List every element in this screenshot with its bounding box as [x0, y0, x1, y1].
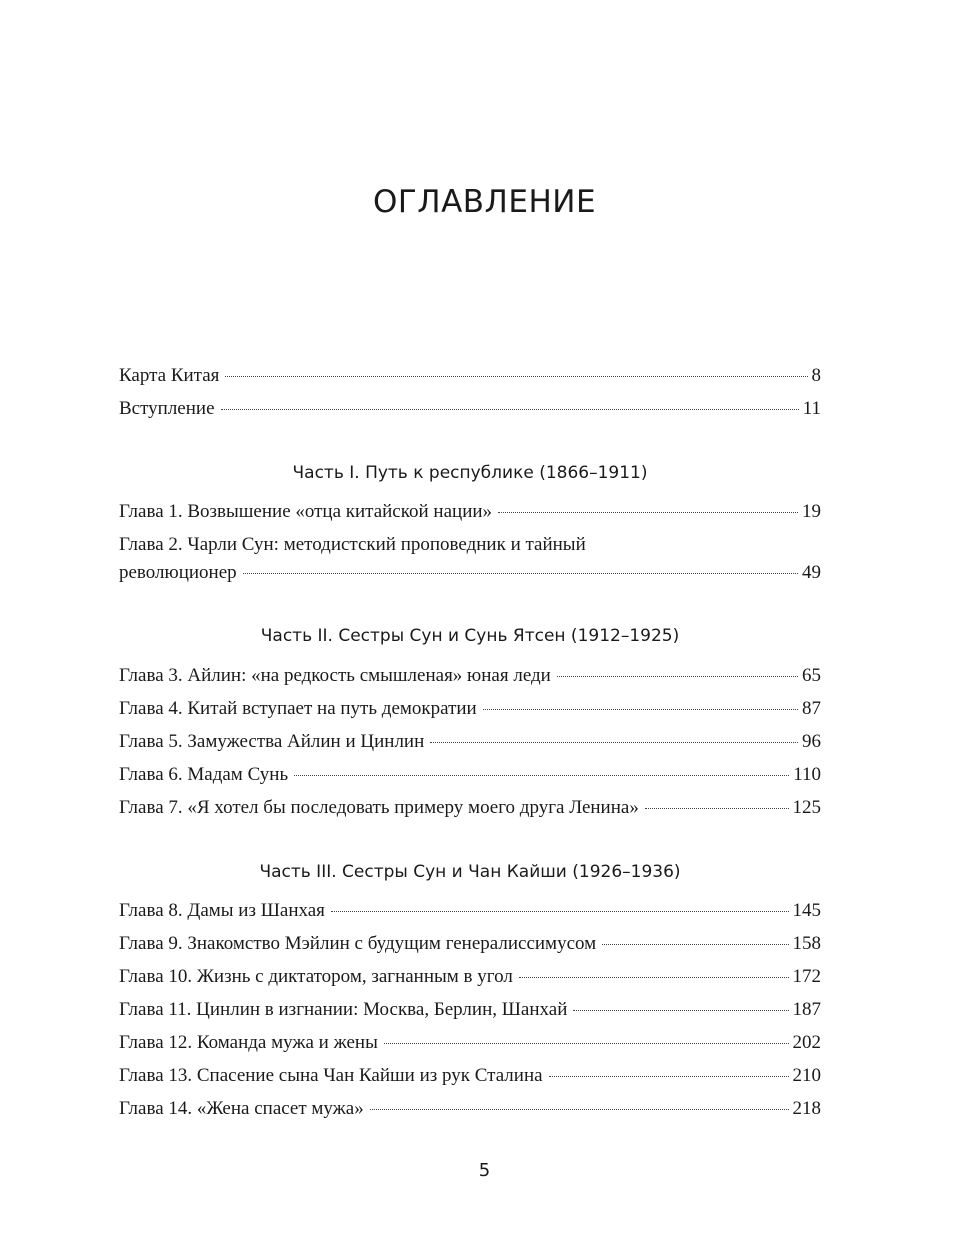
toc-entry	[119, 762, 821, 788]
toc-entry	[119, 898, 821, 924]
toc-entry-page: 187	[792, 999, 821, 1020]
toc-entry	[119, 363, 821, 389]
part-heading: Часть II. Сестры Сун и Сунь Ятсен (1912–1925)	[260, 626, 680, 646]
toc-entry-title: Глава 14. «Жена спасет мужа»	[119, 1098, 364, 1119]
dot-leader	[549, 1076, 789, 1077]
toc-entry	[119, 729, 821, 755]
toc-entry	[119, 560, 821, 586]
toc-entry	[119, 1096, 821, 1122]
toc-entry-title: Глава 4. Китай вступает на путь демократии	[119, 698, 477, 719]
dot-leader	[294, 775, 789, 776]
dot-leader	[573, 1010, 788, 1011]
part-heading: Часть III. Сестры Сун и Чан Кайши (1926–1936)	[259, 862, 681, 882]
page-title: ОГЛАВЛЕНИЕ	[372, 184, 597, 220]
dot-leader	[602, 944, 788, 945]
toc-entry-title: Глава 13. Спасение сына Чан Кайши из рук Сталина	[119, 1065, 543, 1086]
toc-entry-title: Глава 10. Жизнь с диктатором, загнанным в угол	[119, 966, 513, 987]
toc-entry-title: Глава 1. Возвышение «отца китайской нации»	[119, 501, 493, 522]
toc-entry	[119, 499, 821, 525]
toc-entry-title: Глава 11. Цинлин в изгнании: Москва, Берлин, Шанхай	[119, 999, 568, 1020]
toc-entry	[119, 997, 821, 1023]
toc-entry-page: 11	[802, 398, 821, 419]
toc-entry-page: 96	[802, 731, 821, 752]
toc-entry	[119, 931, 821, 957]
dot-leader	[243, 573, 798, 574]
dot-leader	[225, 376, 807, 377]
dot-leader	[370, 1109, 789, 1110]
toc-entry-page: 110	[793, 764, 821, 785]
toc-entry-title: Глава 6. Мадам Сунь	[119, 764, 289, 785]
toc-entry-title: Глава 12. Команда мужа и жены	[119, 1032, 378, 1053]
toc-entry	[119, 396, 821, 422]
toc-entry	[119, 663, 821, 689]
toc-entry-page: 49	[802, 562, 821, 583]
part-heading: Часть I. Путь к республике (1866–1911)	[292, 463, 648, 483]
toc-entry-title: Карта Китая	[119, 365, 220, 386]
dot-leader	[430, 742, 798, 743]
toc-entry-title: Глава 3. Айлин: «на редкость смышленая» юная леди	[119, 665, 551, 686]
toc-entry-title: Глава 9. Знакомство Мэйлин с будущим генералиссимусом	[119, 933, 597, 954]
toc-entry-page: 125	[792, 797, 821, 818]
toc-entry-page: 172	[792, 966, 821, 987]
toc-entry-page: 145	[792, 900, 821, 921]
toc-entry-page: 202	[792, 1032, 821, 1053]
toc-entry-title: Глава 8. Дамы из Шанхая	[119, 900, 325, 921]
toc-entry-page: 218	[792, 1098, 821, 1119]
toc-entry-page: 65	[802, 665, 821, 686]
dot-leader	[557, 676, 798, 677]
dot-leader	[384, 1043, 789, 1044]
toc-entry	[119, 1063, 821, 1089]
toc-entry-page: 8	[811, 365, 821, 386]
dot-leader	[498, 512, 798, 513]
dot-leader	[483, 709, 798, 710]
toc-entry-page: 19	[802, 501, 821, 522]
dot-leader	[519, 977, 789, 978]
toc-entry	[119, 696, 821, 722]
toc-entry-page: 87	[802, 698, 821, 719]
dot-leader	[331, 911, 789, 912]
page-number: 5	[478, 1160, 491, 1181]
toc-entry-title: Глава 7. «Я хотел бы последовать примеру моего друга Ленина»	[119, 797, 639, 818]
toc-entry-title: революционер	[119, 562, 237, 583]
toc-entry-page: 158	[792, 933, 821, 954]
toc-entry-title-line: Глава 2. Чарли Сун: методистский проповедник и тайный	[119, 534, 586, 555]
toc-entry	[119, 795, 821, 821]
toc-entry-title: Глава 5. Замужества Айлин и Цинлин	[119, 731, 425, 752]
toc-entry	[119, 964, 821, 990]
toc-entry	[119, 1030, 821, 1056]
toc-entry-title: Вступление	[119, 398, 215, 419]
dot-leader	[221, 409, 799, 410]
dot-leader	[645, 808, 789, 809]
toc-entry-page: 210	[792, 1065, 821, 1086]
